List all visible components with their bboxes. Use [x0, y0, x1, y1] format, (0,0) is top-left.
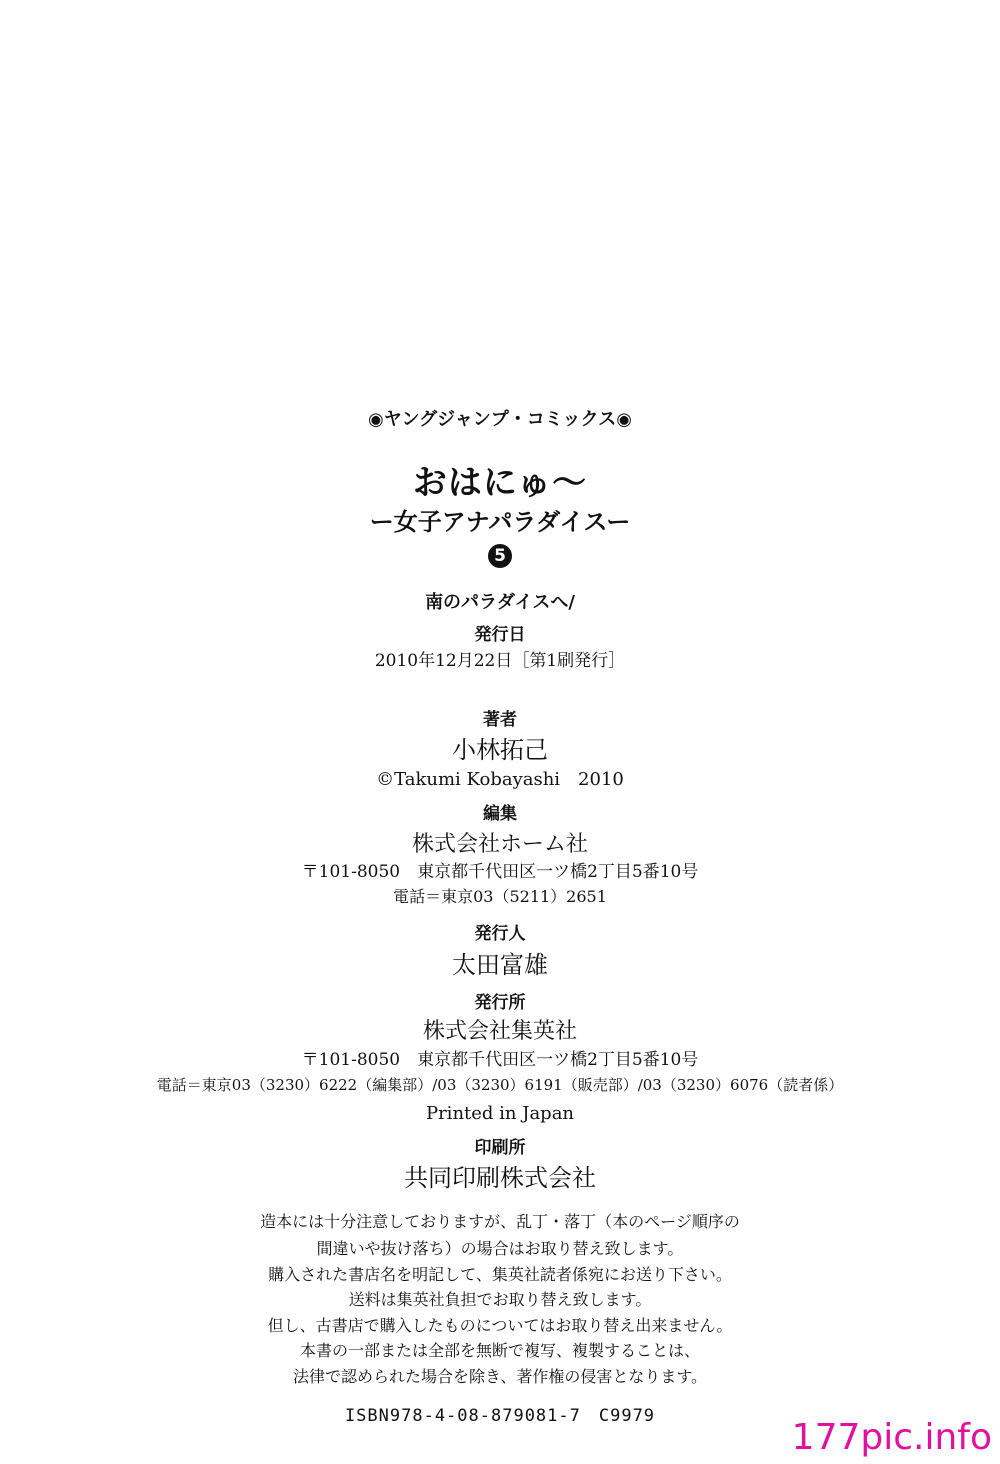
notice-line: 造本には十分注意しておりますが、乱丁・落丁（本のページ順序の [260, 1212, 740, 1231]
editor-phone: 電話＝東京03（5211）2651 [393, 887, 607, 906]
chapter-title: 南のパラダイスへ/ [425, 592, 575, 613]
editor-label: 編集 [483, 804, 517, 824]
notice-line: 法律で認められた場合を除き、著作権の侵害となります。 [292, 1367, 708, 1386]
book-subtitle: ー女子アナパラダイスー [369, 508, 631, 536]
issue-date: 2010年12月22日［第1刷発行］ [374, 651, 626, 671]
volume-number-badge: 5 [488, 544, 512, 568]
printer-name: 共同印刷株式会社 [404, 1164, 596, 1192]
publishing-house-phones: 電話＝東京03（3230）6222（編集部）/03（3230）6191（販売部）/03（3230）6076（読者係） [156, 1076, 844, 1094]
publisher-name: 太田富雄 [452, 951, 548, 979]
isbn-code: ISBN978-4-08-879081-7 C9979 [344, 1406, 656, 1426]
book-title: おはにゅ〜 [412, 463, 588, 503]
volume-badge-row [0, 544, 1000, 570]
notice-line: 購入された書店名を明記して、集英社読者係宛にお送り下さい。 [268, 1265, 732, 1284]
editor-name: 株式会社ホーム社 [411, 832, 588, 857]
printed-in-country: Printed in Japan [425, 1103, 575, 1124]
author-name: 小林拓己 [452, 736, 548, 764]
publishing-house-label: 発行所 [474, 993, 526, 1013]
publishing-house-address: 〒101-8050 東京都千代田区一ツ橋2丁目5番10号 [301, 1050, 699, 1070]
notice-line: 間違いや抜け落ち）の場合はお取り替え致します。 [316, 1239, 684, 1258]
publishing-house-name: 株式会社集英社 [422, 1019, 577, 1044]
author-label: 著者 [483, 710, 517, 730]
notice-line: 本書の一部または全部を無断で複写、複製することは、 [299, 1341, 700, 1360]
editor-address: 〒101-8050 東京都千代田区一ツ橋2丁目5番10号 [301, 862, 699, 882]
notice-line: 送料は集英社負担でお取り替え致します。 [348, 1290, 652, 1309]
copyright-line: ©Takumi Kobayashi 2010 [376, 769, 624, 790]
publisher-label: 発行人 [474, 924, 526, 944]
series-name: ◉ヤングジャンプ・コミックス◉ [368, 409, 632, 430]
printer-label: 印刷所 [474, 1138, 526, 1158]
notice-line: 但し、古書店で購入したものについてはお取り替え出来ません。 [267, 1316, 733, 1335]
issue-date-label: 発行日 [474, 625, 526, 645]
watermark-text: 177pic.info [791, 1417, 992, 1458]
